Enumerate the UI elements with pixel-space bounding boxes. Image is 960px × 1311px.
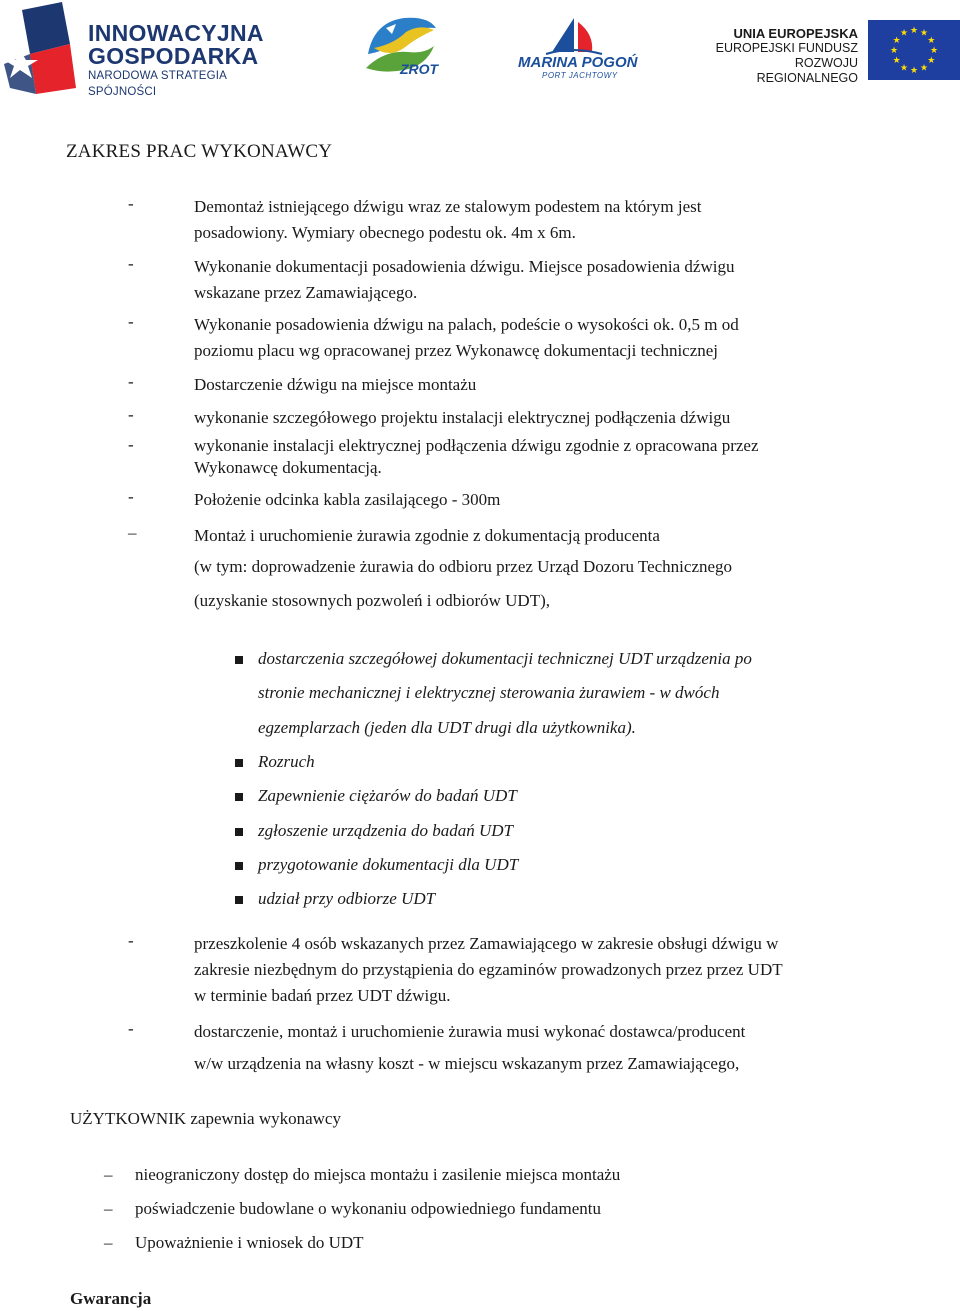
list-dash: –: [104, 1233, 113, 1252]
marina-subtext: PORT JACHTOWY: [542, 71, 618, 80]
list-item-text: Wykonanie posadowienia dźwigu na palach, podeście o wysokości ok. 0,5 m od poziomu placu wg opracowanej przez Wykonawcę dokumentacji technicznej: [194, 315, 739, 360]
list-item-text: przeszkolenie 4 osób wskazanych przez Zamawiającego w zakresie obsługi dźwigu w zakresie niezbędnym do przystąpienia do egzaminów prowadzonych przez przez UDT w terminie badań przez UDT dźwigu.: [194, 934, 783, 1005]
user-item-text: Upoważnienie i wniosek do UDT: [135, 1233, 364, 1252]
list-item-text: Dostarczenie dźwigu na miejsce montażu: [194, 375, 477, 394]
eu-text-block: [700, 26, 858, 86]
square-bullet-icon: [235, 759, 243, 767]
zrot-logo: [364, 14, 440, 80]
list-item-text: wykonanie instalacji elektrycznej podłączenia dźwigu zgodnie z opracowana przez Wykonawcę dokumentacją.: [194, 436, 759, 477]
bullet-item-text: Zapewnienie ciężarów do badań UDT: [258, 786, 517, 805]
square-bullet-icon: [235, 862, 243, 870]
ig-line-3: NARODOWA STRATEGIA SPÓJNOŚCI: [88, 70, 227, 98]
udt-paragraph-line: (uzyskanie stosownych pozwoleń i odbiorów UDT),: [194, 591, 550, 610]
eu-star-icon: ★: [899, 27, 909, 38]
list-item-text: dostarczenie, montaż i uruchomienie żurawia musi wykonać dostawca/producent: [194, 1022, 746, 1041]
udt-paragraph-line: (w tym: doprowadzenie żurawia do odbioru przez Urząd Dozoru Technicznego: [194, 557, 733, 576]
list-dash: –: [128, 523, 137, 542]
eu-stars: [868, 20, 960, 80]
list-dash: -: [128, 372, 134, 391]
eu-line-3: ROZWOJU REGIONALNEGO: [756, 56, 858, 85]
list-item-text: Demontaż istniejącego dźwigu wraz ze stalowym podestem na którym jest posadowiony. Wymiary obecnego podestu ok. 4m x 6m.: [194, 197, 702, 242]
bullet-item-text: przygotowanie dokumentacji dla UDT: [258, 855, 519, 874]
eu-star-icon: ★: [927, 55, 936, 65]
list-dash: -: [128, 1019, 134, 1038]
eu-star-icon: ★: [919, 27, 929, 38]
marina-pogon-logo: [516, 16, 638, 80]
list-item-text: Wykonanie dokumentacji posadowienia dźwigu. Miejsce posadowienia dźwigu wskazane przez Zamawiającego.: [194, 257, 735, 302]
list-item-text: Położenie odcinka kabla zasilającego - 300m: [194, 490, 501, 509]
square-bullet-icon: [235, 793, 243, 801]
bullet-item-text: dostarczenia szczegółowej dokumentacji technicznej UDT urządzenia po stronie mechanicznej i elektrycznej sterowania żurawiem - w dwóch egzemplarzach (jeden dla UDT drugi dla użytkownika).: [258, 649, 752, 737]
list-dash: –: [104, 1199, 113, 1218]
list-dash: -: [128, 312, 134, 331]
bullet-item-text: Rozruch: [258, 752, 315, 771]
eu-star-icon: ★: [892, 35, 901, 45]
eu-flag-icon: [868, 20, 960, 80]
eu-star-icon: ★: [909, 65, 919, 75]
list-item-text: wykonanie szczegółowego projektu instalacji elektrycznej podłączenia dźwigu: [194, 408, 731, 427]
zrot-text: ZROT: [400, 61, 439, 77]
bullet-item-text: udział przy odbiorze UDT: [258, 889, 436, 908]
innowacyjna-gospodarka-logo: [4, 2, 294, 98]
eu-star-icon: ★: [909, 25, 919, 35]
document-header: [0, 0, 960, 100]
marina-text: MARINA POGOŃ: [518, 54, 638, 71]
eu-star-icon: ★: [929, 45, 939, 55]
square-bullet-icon: [235, 896, 243, 904]
list-item-text: Montaż i uruchomienie żurawia zgodnie z dokumentacją producenta: [194, 526, 660, 545]
ig-line-2: GOSPODARKA: [88, 43, 259, 69]
warranty-heading: Gwarancja: [70, 1289, 152, 1308]
square-bullet-icon: [235, 656, 243, 664]
sailboat-icon: [516, 16, 628, 56]
eu-star-icon: ★: [927, 35, 936, 45]
list-dash: -: [128, 435, 134, 454]
ig-text-block: [88, 22, 294, 100]
list-dash: -: [128, 931, 134, 950]
list-dash: –: [104, 1165, 113, 1184]
ig-emblem-icon: [4, 2, 88, 94]
eu-line-2: EUROPEJSKI FUNDUSZ: [715, 41, 858, 55]
eu-star-icon: ★: [919, 62, 929, 73]
bullet-item-text: zgłoszenie urządzenia do badań UDT: [258, 821, 514, 840]
eu-star-icon: ★: [892, 55, 901, 65]
eu-star-icon: ★: [899, 62, 909, 73]
list-dash: -: [128, 194, 134, 213]
ig-line-1: INNOWACYJNA: [88, 20, 264, 46]
list-dash: -: [128, 487, 134, 506]
user-item-text: nieograniczony dostęp do miejsca montażu i zasilenie miejsca montażu: [135, 1165, 621, 1184]
page-title: ZAKRES PRAC WYKONAWCY: [66, 141, 333, 162]
square-bullet-icon: [235, 828, 243, 836]
eu-line-1: UNIA EUROPEJSKA: [733, 26, 858, 41]
list-dash: -: [128, 254, 134, 273]
eu-star-icon: ★: [889, 45, 899, 55]
user-heading: UŻYTKOWNIK zapewnia wykonawcy: [70, 1109, 341, 1128]
user-item-text: poświadczenie budowlane o wykonaniu odpowiedniego fundamentu: [135, 1199, 601, 1218]
list-dash: -: [128, 405, 134, 424]
list-item-text-continued: w/w urządzenia na własny koszt - w miejscu wskazanym przez Zamawiającego,: [194, 1054, 740, 1073]
